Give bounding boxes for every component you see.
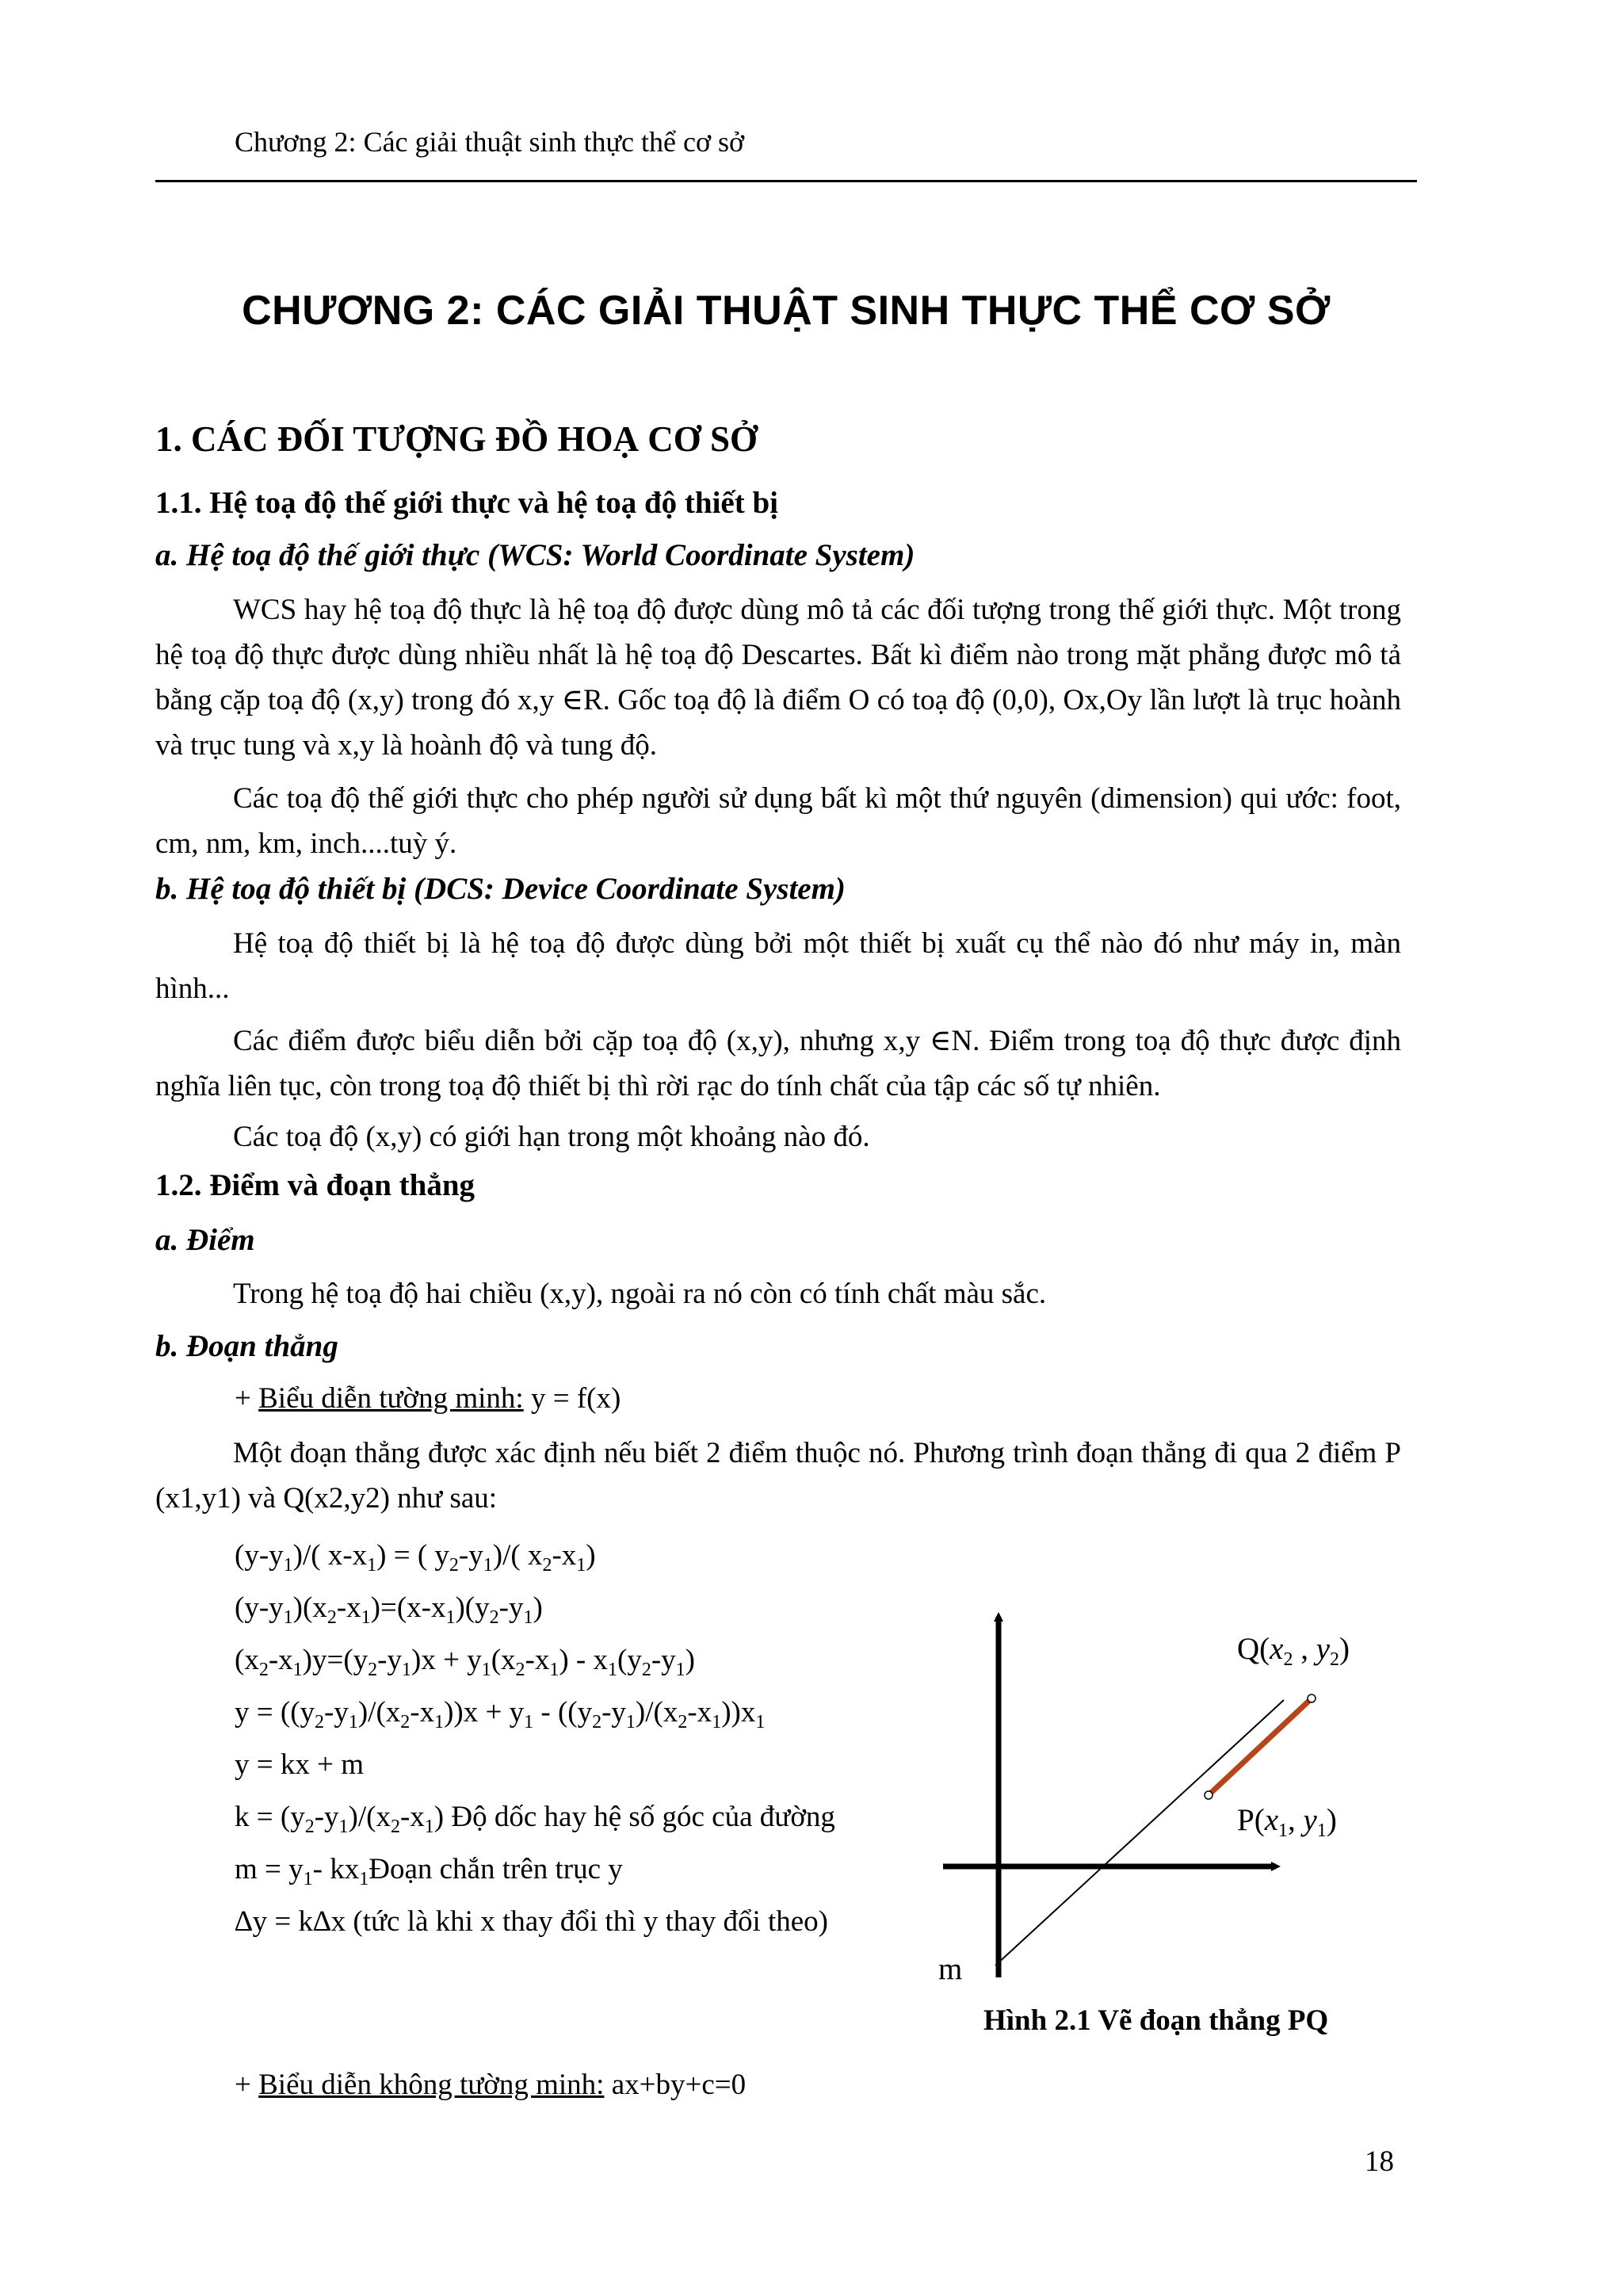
subsection-1-2-a-heading: a. Điểm: [155, 1223, 255, 1257]
subsection-1-1-heading: 1.1. Hệ toạ độ thế giới thực và hệ toạ độ thiết bị: [155, 486, 778, 520]
point-paragraph: Trong hệ toạ độ hai chiều (x,y), ngoài ra nó còn có tính chất màu sắc.: [233, 1278, 1047, 1310]
equation-6-text: Độ dốc hay hệ số góc của đường: [451, 1801, 835, 1833]
point-p: [1205, 1791, 1212, 1799]
implicit-label: Biểu diễn không tường minh:: [258, 2069, 605, 2101]
segment-pq: [1209, 1698, 1312, 1795]
explicit-label: Biểu diễn tường minh:: [258, 1382, 524, 1415]
header-rule: [155, 180, 1417, 182]
equation-6: $k = (y_2-y_1)/(x_2-x_1)$ Độ dốc hay hệ số góc của đường: [235, 1801, 835, 1837]
dcs-paragraph-3: Các toạ độ (x,y) có giới hạn trong một khoảng nào đó.: [233, 1121, 870, 1153]
implicit-formula: ax+by+c=0: [611, 2069, 747, 2101]
chapter-title: CHƯƠNG 2: CÁC GIẢI THUẬT SINH THỰC THỂ CƠ SỞ: [242, 288, 1331, 334]
subsection-1-2-heading: 1.2. Điểm và đoạn thẳng: [155, 1168, 475, 1202]
section-1-heading: 1. CÁC ĐỐI TƯỢNG ĐỒ HOẠ CƠ SỞ: [155, 419, 758, 459]
equation-1: $(y-y_1)/$( $x-x_1$) = ( $y_2-y_1)/$( $x_2-x_1$): [235, 1539, 596, 1576]
figure-caption: Hình 2.1 Vẽ đoạn thẳng PQ: [983, 2004, 1329, 2037]
wcs-paragraph-2: Các toạ độ thế giới thực cho phép người sử dụng bất kì một thứ nguyên (dimension) qui ước: foot, cm, nm, km, inch....tuỳ ý.: [155, 782, 1401, 860]
equation-2: $(y-y_1)(x_2-x_1)=(x-x_1)(y_2-y_1)$: [235, 1591, 543, 1628]
label-point-q: $Q(x_2$ , $y_2$): [1237, 1632, 1350, 1670]
equation-3: $(x_2-x_1)y=(y_2-y_1)x + y_1(x_2-x_1) - x_1(y_2-y_1)$: [235, 1644, 695, 1680]
equation-7: $m = y_1-$ $kx_1Đoạn$ chắn trên trục y: [235, 1853, 623, 1889]
implicit-representation: + Biểu diễn không tường minh: ax+by+c=0: [235, 2069, 747, 2101]
subsection-1-1-b-heading: b. Hệ toạ độ thiết bị (DCS: Device Coordinate System): [155, 872, 846, 906]
subsection-1-2-b-heading: b. Đoạn thẳng: [155, 1329, 338, 1363]
dcs-paragraph-1: Hệ toạ độ thiết bị là hệ toạ độ được dùng bởi một thiết bị xuất cụ thể nào đó như máy in, màn hình...: [155, 927, 1401, 1005]
wcs-paragraph-1: WCS hay hệ toạ độ thực là hệ toạ độ được dùng mô tả các đối tượng trong thế giới thực. Một trong hệ toạ độ thực được dùng nhiều nhất là hệ toạ độ Descartes. Bất kì điểm nào trong mặt phẳng được mô tả bằng cặp toạ độ (x,y) trong đó x,y ∈R. Gốc toạ độ là điểm O có toạ độ (0,0), Ox,Oy lần lượt là trục hoành và trục tung và x,y là hoành độ và tung độ.: [155, 594, 1401, 762]
equation-8: ∆y = k∆x (tức là khi x thay đổi thì y thay đổi theo): [235, 1905, 828, 1938]
running-header: Chương 2: Các giải thuật sinh thực thể cơ sở: [235, 126, 745, 158]
equation-7-text: Đoạn chắn trên trục y: [369, 1853, 623, 1885]
subsection-1-1-a-heading: a. Hệ toạ độ thế giới thực (WCS: World Coordinate System): [155, 538, 915, 572]
label-intercept-m: m: [938, 1952, 963, 1986]
equation-5: y = kx + m: [235, 1748, 365, 1781]
label-point-p: $P(x_1$, $y_1$): [1237, 1803, 1337, 1841]
page-number: 18: [1365, 2145, 1394, 2178]
explicit-formula: y = f(x): [530, 1382, 621, 1415]
figure-line-segment-pq: [935, 1593, 1411, 2037]
point-q: [1308, 1694, 1316, 1702]
equation-4: $y = ((y_2-y_1)/(x_2-x_1))x + y_1 - ((y_2-y_1)/(x_2-x_1))x_1$: [235, 1696, 766, 1733]
segment-paragraph: Một đoạn thẳng được xác định nếu biết 2 điểm thuộc nó. Phương trình đoạn thẳng đi qua 2 điểm P (x1,y1) và Q(x2,y2) như sau:: [155, 1437, 1401, 1515]
dcs-paragraph-2: Các điểm được biểu diễn bởi cặp toạ độ (x,y), nhưng x,y ∈N. Điểm trong toạ độ thực được định nghĩa liên tục, còn trong toạ độ thiết bị thì rời rạc do tính chất của tập các số tự nhiên.: [155, 1025, 1401, 1102]
explicit-representation: + Biểu diễn tường minh: y = f(x): [235, 1382, 621, 1415]
